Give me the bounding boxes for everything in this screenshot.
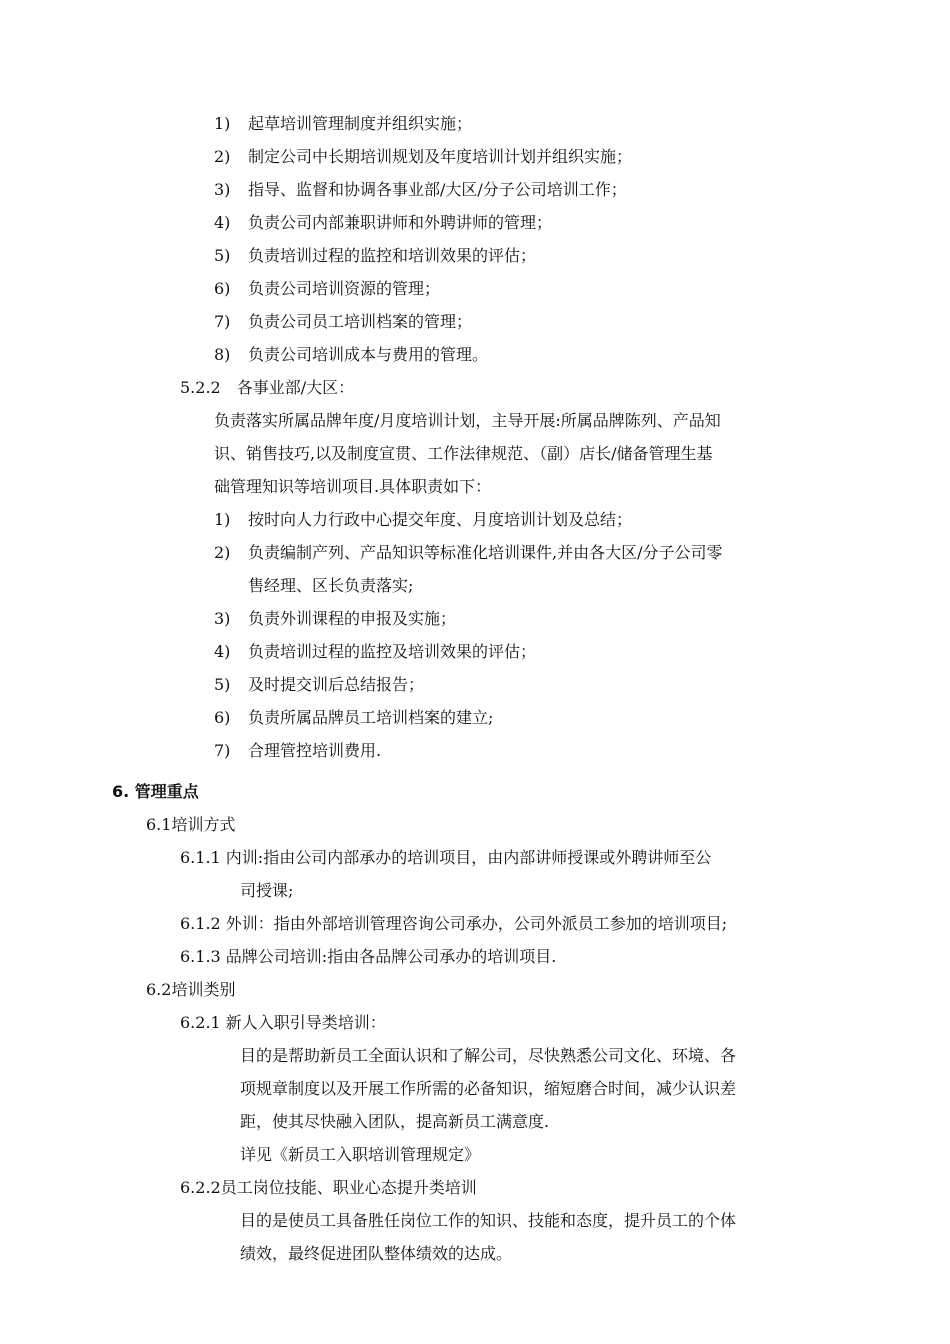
list-item: 4) 负责公司内部兼职讲师和外聘讲师的管理； bbox=[214, 213, 553, 232]
list-item: 3) 负责外训课程的申报及实施； bbox=[214, 609, 457, 628]
paragraph-line: 目的是帮助新员工全面认识和了解公司，尽快熟悉公司文化、环境、各 bbox=[240, 1046, 737, 1065]
paragraph-line: 距，使其尽快融入团队，提高新员工满意度. bbox=[240, 1112, 550, 1131]
list-item-continuation: 售经理、区长负责落实; bbox=[248, 576, 414, 595]
paragraph-line: 项规章制度以及开展工作所需的必备知识，缩短磨合时间，减少认识差 bbox=[240, 1079, 737, 1098]
item-6-1-1-continuation: 司授课; bbox=[240, 881, 294, 900]
list-item: 2) 负责编制产列、产品知识等标准化培训课件,并由各大区/分子公司零 bbox=[214, 543, 723, 562]
list-item: 3) 指导、监督和协调各事业部/大区/分子公司培训工作； bbox=[214, 180, 627, 199]
section-heading-6-2-1: 6.2.1 新人入职引导类培训： bbox=[180, 1013, 386, 1032]
list-item: 6) 负责所属品牌员工培训档案的建立; bbox=[214, 708, 494, 727]
section-heading-6-2-2: 6.2.2员工岗位技能、职业心态提升类培训 bbox=[180, 1178, 477, 1197]
list-item: 4) 负责培训过程的监控及培训效果的评估； bbox=[214, 642, 537, 661]
section-heading-6-1: 6.1培训方式 bbox=[146, 815, 236, 834]
paragraph-line: 识、销售技巧,以及制度宣贯、工作法律规范、（副）店长/储备管理生基 bbox=[214, 444, 713, 463]
item-6-1-3: 6.1.3 品牌公司培训:指由各品牌公司承办的培训项目. bbox=[180, 947, 557, 966]
paragraph-line: 负责落实所属品牌年度/月度培训计划，主导开展:所属品牌陈列、产品知 bbox=[214, 411, 721, 430]
reference-line: 详见《新员工入职培训管理规定》 bbox=[240, 1145, 481, 1164]
item-6-1-1: 6.1.1 内训:指由公司内部承办的培训项目，由内部讲师授课或外聘讲师至公 bbox=[180, 848, 712, 867]
item-6-1-2: 6.1.2 外训：指由外部培训管理咨询公司承办，公司外派员工参加的培训项目; bbox=[180, 914, 728, 933]
list-item: 5) 及时提交训后总结报告； bbox=[214, 675, 425, 694]
list-item: 6) 负责公司培训资源的管理； bbox=[214, 279, 441, 298]
paragraph-line: 础管理知识等培训项目.具体职责如下： bbox=[214, 477, 492, 496]
paragraph-line: 绩效，最终促进团队整体绩效的达成。 bbox=[240, 1244, 513, 1263]
section-heading-6-2: 6.2培训类别 bbox=[146, 980, 236, 999]
section-title-6: 6. 管理重点 bbox=[112, 782, 199, 801]
list-item: 7) 负责公司员工培训档案的管理； bbox=[214, 312, 473, 331]
list-item: 7) 合理管控培训费用. bbox=[214, 741, 382, 760]
section-heading-5-2-2: 5.2.2 各事业部/大区： bbox=[180, 378, 355, 397]
list-item: 1) 按时向人力行政中心提交年度、月度培训计划及总结； bbox=[214, 510, 633, 529]
list-item: 5) 负责培训过程的监控和培训效果的评估； bbox=[214, 246, 537, 265]
list-item: 1) 起草培训管理制度并组织实施； bbox=[214, 114, 473, 133]
paragraph-line: 目的是使员工具备胜任岗位工作的知识、技能和态度，提升员工的个体 bbox=[240, 1211, 737, 1230]
list-item: 8) 负责公司培训成本与费用的管理。 bbox=[214, 345, 489, 364]
list-item: 2) 制定公司中长期培训规划及年度培训计划并组织实施； bbox=[214, 147, 633, 166]
